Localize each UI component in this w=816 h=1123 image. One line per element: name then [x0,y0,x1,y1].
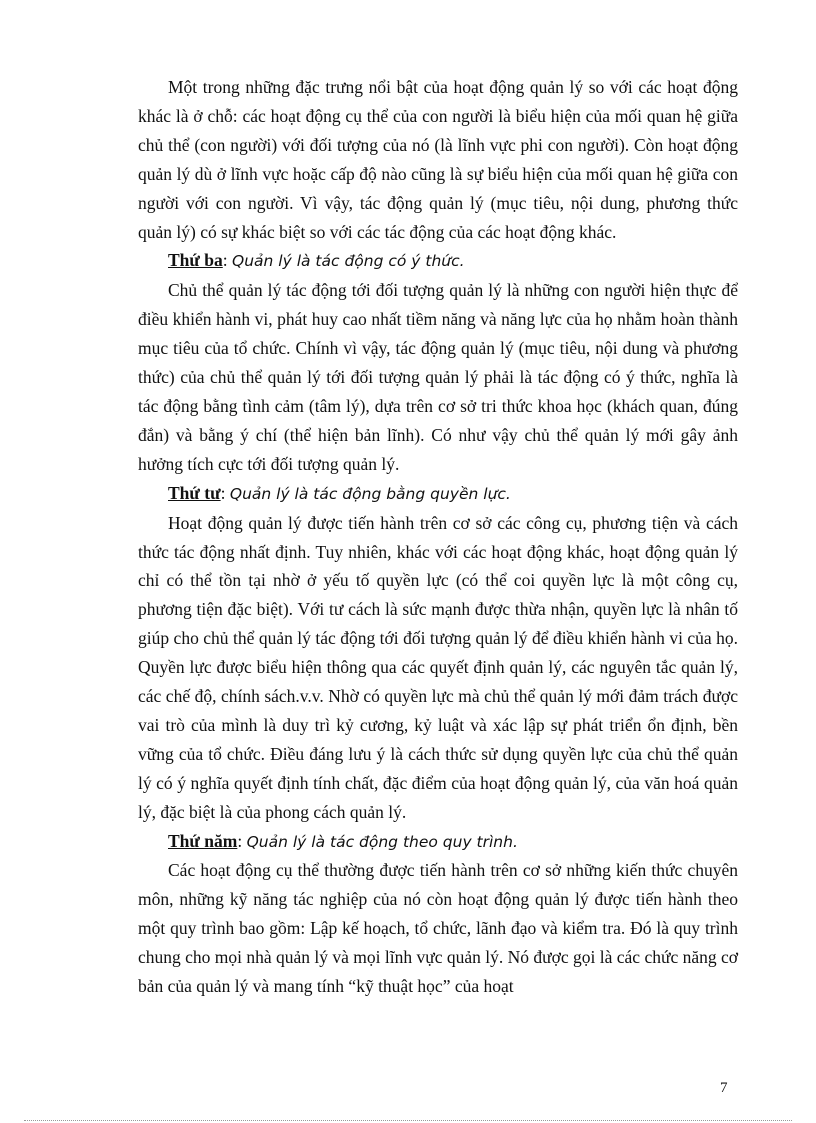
section-heading-thu-ba [138,246,738,276]
heading-title: Quản lý là tác động theo quy trình. [246,832,518,851]
heading-title: Quản lý là tác động có ý thức. [232,252,465,271]
document-body [138,73,738,1001]
section-heading-thu-tu [138,479,738,509]
heading-label: Thứ tư [168,482,221,503]
heading-label: Thứ ba [168,250,223,271]
page-number: 7 [720,1080,728,1096]
footer-divider [24,1120,792,1121]
section-heading-thu-nam [138,827,738,857]
paragraph-thu-nam: Các hoạt động cụ thể thường được tiến hành trên cơ sở những kiến thức chuyên môn, những kỹ năng tác nghiệp của nó còn hoạt động quản lý được tiến hành theo một quy trình bao gồm: Lập kế hoạch, tổ chức, lãnh đạo và kiểm tra. Đó là quy trình chung cho mọi nhà quản lý và mọi lĩnh vực quản lý. Nó được gọi là các chức năng cơ bản của quản lý và mang tính “kỹ thuật học” của hoạt [138,860,738,997]
heading-separator: : [222,250,233,271]
heading-separator: : [237,830,247,851]
paragraph-thu-ba: Chủ thể quản lý tác động tới đối tượng quản lý là những con người hiện thực để điều khiển hành vi, phát huy cao nhất tiềm năng và năng lực của họ nhằm hoàn thành mục tiêu của tổ chức. Chính vì vậy, tác động quản lý (mục tiêu, nội dung và phương thức) của chủ thể quản lý tới đối tượng quản lý phải là tác động có ý thức, nghĩa là tác động bằng tình cảm (tâm lý), dựa trên cơ sở tri thức khoa học (khách quan, đúng đắn) và bằng ý chí (thể hiện bản lĩnh). Có như vậy chủ thể quản lý mới gây ảnh hưởng tích cực tới đối tượng quản lý. [138,280,738,474]
heading-label: Thứ năm [168,830,238,851]
paragraph-intro: Một trong những đặc trưng nổi bật của hoạt động quản lý so với các hoạt động khác là ở chỗ: các hoạt động cụ thể của con người là biểu hiện của mối quan hệ giữa chủ thể (con người) với đối tượng của nó (là lĩnh vực phi con người). Còn hoạt động quản lý dù ở lĩnh vực hoặc cấp độ nào cũng là sự biểu hiện của mối quan hệ giữa con người với con người. Vì vậy, tác động quản lý (mục tiêu, nội dung, phương thức quản lý) có sự khác biệt so với các tác động của các hoạt động khác. [138,77,738,242]
heading-separator: : [220,482,230,503]
heading-title: Quản lý là tác động bằng quyền lực. [229,484,511,503]
paragraph-thu-tu: Hoạt động quản lý được tiến hành trên cơ sở các công cụ, phương tiện và cách thức tác động nhất định. Tuy nhiên, khác với các hoạt động khác, hoạt động quản lý chỉ có thể tồn tại nhờ ở yếu tố quyền lực (có thể coi quyền lực là một công cụ, phương tiện đặc biệt). Với tư cách là sức mạnh được thừa nhận, quyền lực là nhân tố giúp cho chủ thể quản lý tác động tới đối tượng quản lý để điều khiển hành vi của họ. Quyền lực được biểu hiện thông qua các quyết định quản lý, các nguyên tắc quản lý, các chế độ, chính sách.v.v. Nhờ có quyền lực mà chủ thể quản lý mới đảm trách được vai trò của mình là duy trì kỷ cương, kỷ luật và xác lập sự phát triển ổn định, bền vững của tổ chức. Điều đáng lưu ý là cách thức sử dụng quyền lực của chủ thể quản lý có ý nghĩa quyết định tính chất, đặc điểm của hoạt động quản lý, của văn hoá quản lý, đặc biệt là của phong cách quản lý. [138,512,738,822]
